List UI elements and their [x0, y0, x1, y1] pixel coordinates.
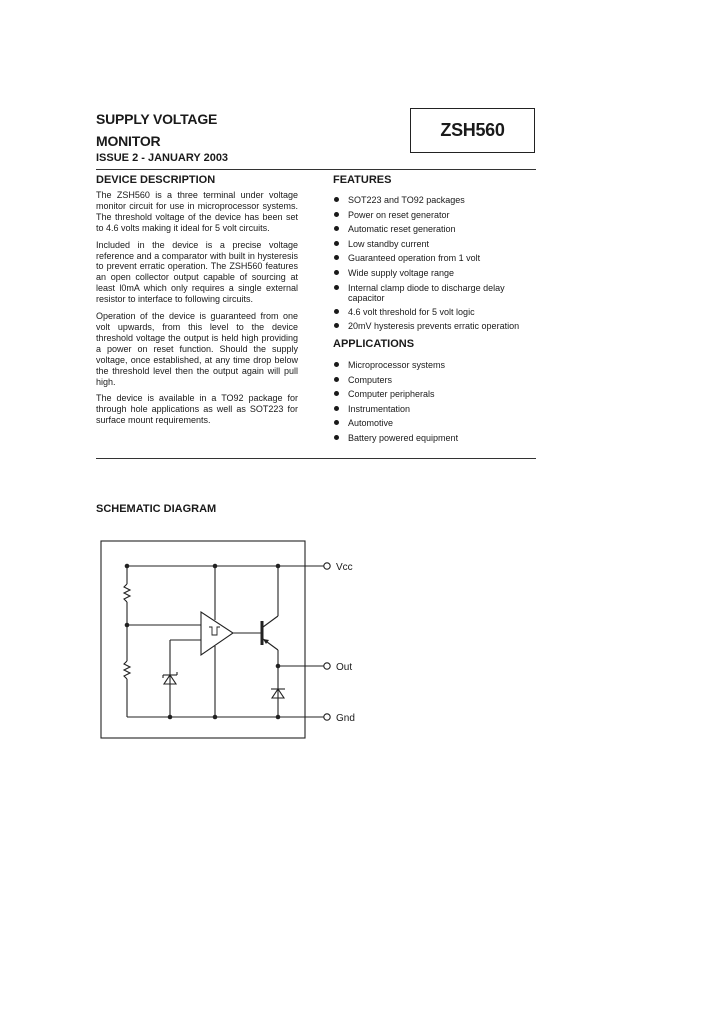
- feature-item: Automatic reset generation: [333, 224, 543, 239]
- description-paragraph: Operation of the device is guaranteed from one volt upwards, from this level to the device threshold voltage the output is held high providing a power on reset function. Should the supply voltage, once established, at any time drop below the threshold level then the output again will pull high.: [96, 311, 298, 387]
- feature-item: 4.6 volt threshold for 5 volt logic: [333, 307, 543, 322]
- out-label: Out: [336, 662, 353, 673]
- part-number: ZSH560: [440, 120, 505, 140]
- bullet-icon: [334, 241, 339, 246]
- bullet-icon: [334, 226, 339, 231]
- applications-heading: APPLICATIONS: [333, 338, 415, 350]
- device-description-heading: DEVICE DESCRIPTION: [96, 174, 216, 186]
- gnd-terminal: [324, 714, 330, 720]
- description-paragraph: The ZSH560 is a three terminal under voltage monitor circuit for use in microprocessor systems. The threshold voltage of the device has been set to 4.6 volts making it ideal for 5 volt circuits.: [96, 190, 298, 233]
- applications-list: [333, 360, 543, 448]
- application-item: Computer peripherals: [333, 389, 543, 404]
- issue-date: ISSUE 2 - JANUARY 2003: [96, 152, 229, 164]
- feature-item: Wide supply voltage range: [333, 268, 543, 283]
- application-item: Instrumentation: [333, 404, 543, 419]
- gnd-label: Gnd: [336, 713, 355, 724]
- description-paragraph: Included in the device is a precise voltage reference and a comparator with built in hysteresis to prevent erratic operation. The ZSH560 features an open collector output capable of sourcing at least l0mA which only requires a single external resistor to interface to following circuits.: [96, 239, 298, 305]
- bullet-icon: [334, 420, 339, 425]
- bullet-icon: [334, 323, 339, 328]
- resistor-lower: [124, 661, 130, 679]
- device-description-body: [96, 190, 298, 432]
- vcc-terminal: [324, 563, 330, 569]
- section-divider: [96, 458, 536, 459]
- schematic-heading: SCHEMATIC DIAGRAM: [96, 503, 217, 515]
- bullet-icon: [334, 362, 339, 367]
- resistor-upper: [124, 584, 130, 602]
- feature-item: Guaranteed operation from 1 volt: [333, 253, 543, 268]
- part-number-box: [410, 108, 535, 153]
- bullet-icon: [334, 285, 339, 290]
- application-item: Computers: [333, 375, 543, 390]
- feature-item: SOT223 and TO92 packages: [333, 195, 543, 210]
- bullet-icon: [334, 309, 339, 314]
- title-line-1: SUPPLY VOLTAGE: [96, 111, 218, 127]
- vcc-label: Vcc: [336, 562, 353, 573]
- features-list: [333, 195, 543, 336]
- features-heading: FEATURES: [333, 174, 392, 186]
- out-terminal: [324, 663, 330, 669]
- title-line-2: MONITOR: [96, 133, 161, 149]
- feature-item: Low standby current: [333, 239, 543, 254]
- feature-item: Power on reset generator: [333, 210, 543, 225]
- bullet-icon: [334, 435, 339, 440]
- application-item: Microprocessor systems: [333, 360, 543, 375]
- package-outline: [101, 541, 305, 738]
- bullet-icon: [334, 377, 339, 382]
- application-item: Battery powered equipment: [333, 433, 543, 448]
- top-divider: [96, 169, 536, 170]
- bullet-icon: [334, 255, 339, 260]
- bullet-icon: [334, 406, 339, 411]
- feature-item: Internal clamp diode to discharge delay capacitor: [333, 283, 543, 307]
- feature-item: 20mV hysteresis prevents erratic operation: [333, 321, 543, 336]
- description-paragraph: The device is available in a TO92 package for through hole applications as well as SOT223 for surface mount requirements.: [96, 393, 298, 426]
- schematic-diagram: [96, 530, 376, 750]
- application-item: Automotive: [333, 418, 543, 433]
- bullet-icon: [334, 391, 339, 396]
- bullet-icon: [334, 270, 339, 275]
- bullet-icon: [334, 197, 339, 202]
- bullet-icon: [334, 212, 339, 217]
